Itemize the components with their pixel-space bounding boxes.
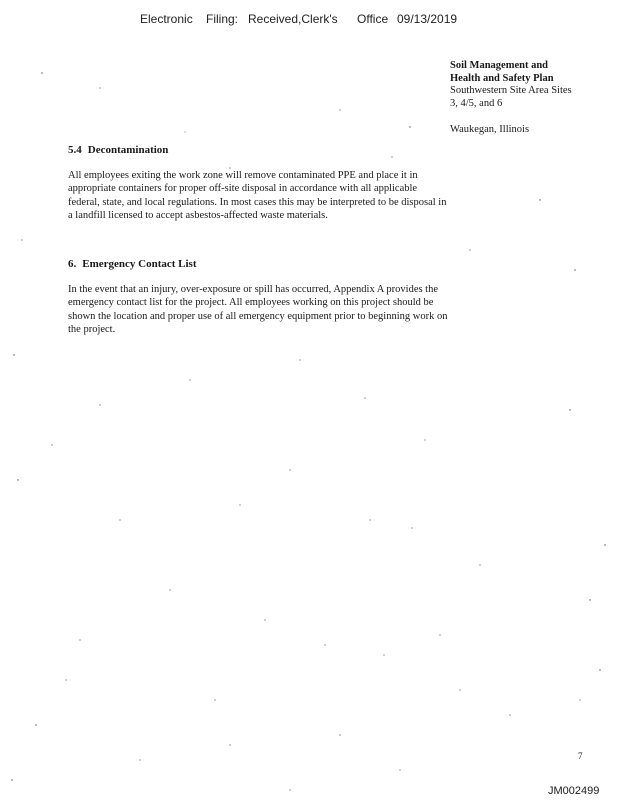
section-decontamination	[68, 144, 448, 223]
stamp-word-office: Office	[357, 12, 389, 26]
page-number: 7	[578, 751, 583, 761]
document-title-line1: Soil Management and	[450, 60, 549, 71]
section-body: In the event that an injury, over-exposure or spill has occurred, Appendix A provides the emergency contact list for the project. All employees working on this project should be shown the location and proper use of all emergency equipment prior to beginning work on the project.	[68, 284, 448, 336]
document-id: JM002499	[548, 785, 600, 797]
section-number: 5.4	[68, 144, 82, 156]
section-heading	[68, 258, 448, 271]
section-body: All employees exiting the work zone will remove contaminated PPE and place it in appropriate containers for proper off-site disposal in accordance with all applicable federal, state, and local regulations. In most cases this may be interpreted to be disposal in a landfill licensed to accept asbestos-affected waste materials.	[68, 170, 447, 222]
header-spacer	[450, 110, 610, 124]
stamp-word-received: Received,Clerk's	[248, 12, 338, 26]
stamp-date: 09/13/2019	[397, 12, 458, 26]
section-title: Decontamination	[87, 144, 169, 156]
stamp-word-filing: Filing:	[206, 12, 239, 26]
document-header	[450, 60, 610, 137]
section-title: Emergency Contact List	[82, 258, 197, 270]
stamp-word-electronic: Electronic	[140, 12, 193, 26]
section-number: 6.	[68, 258, 77, 270]
document-location: Waukegan, Illinois	[450, 124, 530, 135]
document-subtitle-line1: Southwestern Site Area Sites	[450, 85, 572, 96]
document-title-line2: Health and Safety Plan	[450, 72, 554, 84]
section-emergency-contact-list	[68, 258, 448, 337]
document-subtitle-line2: 3, 4/5, and 6	[450, 97, 503, 109]
section-heading	[68, 144, 448, 157]
